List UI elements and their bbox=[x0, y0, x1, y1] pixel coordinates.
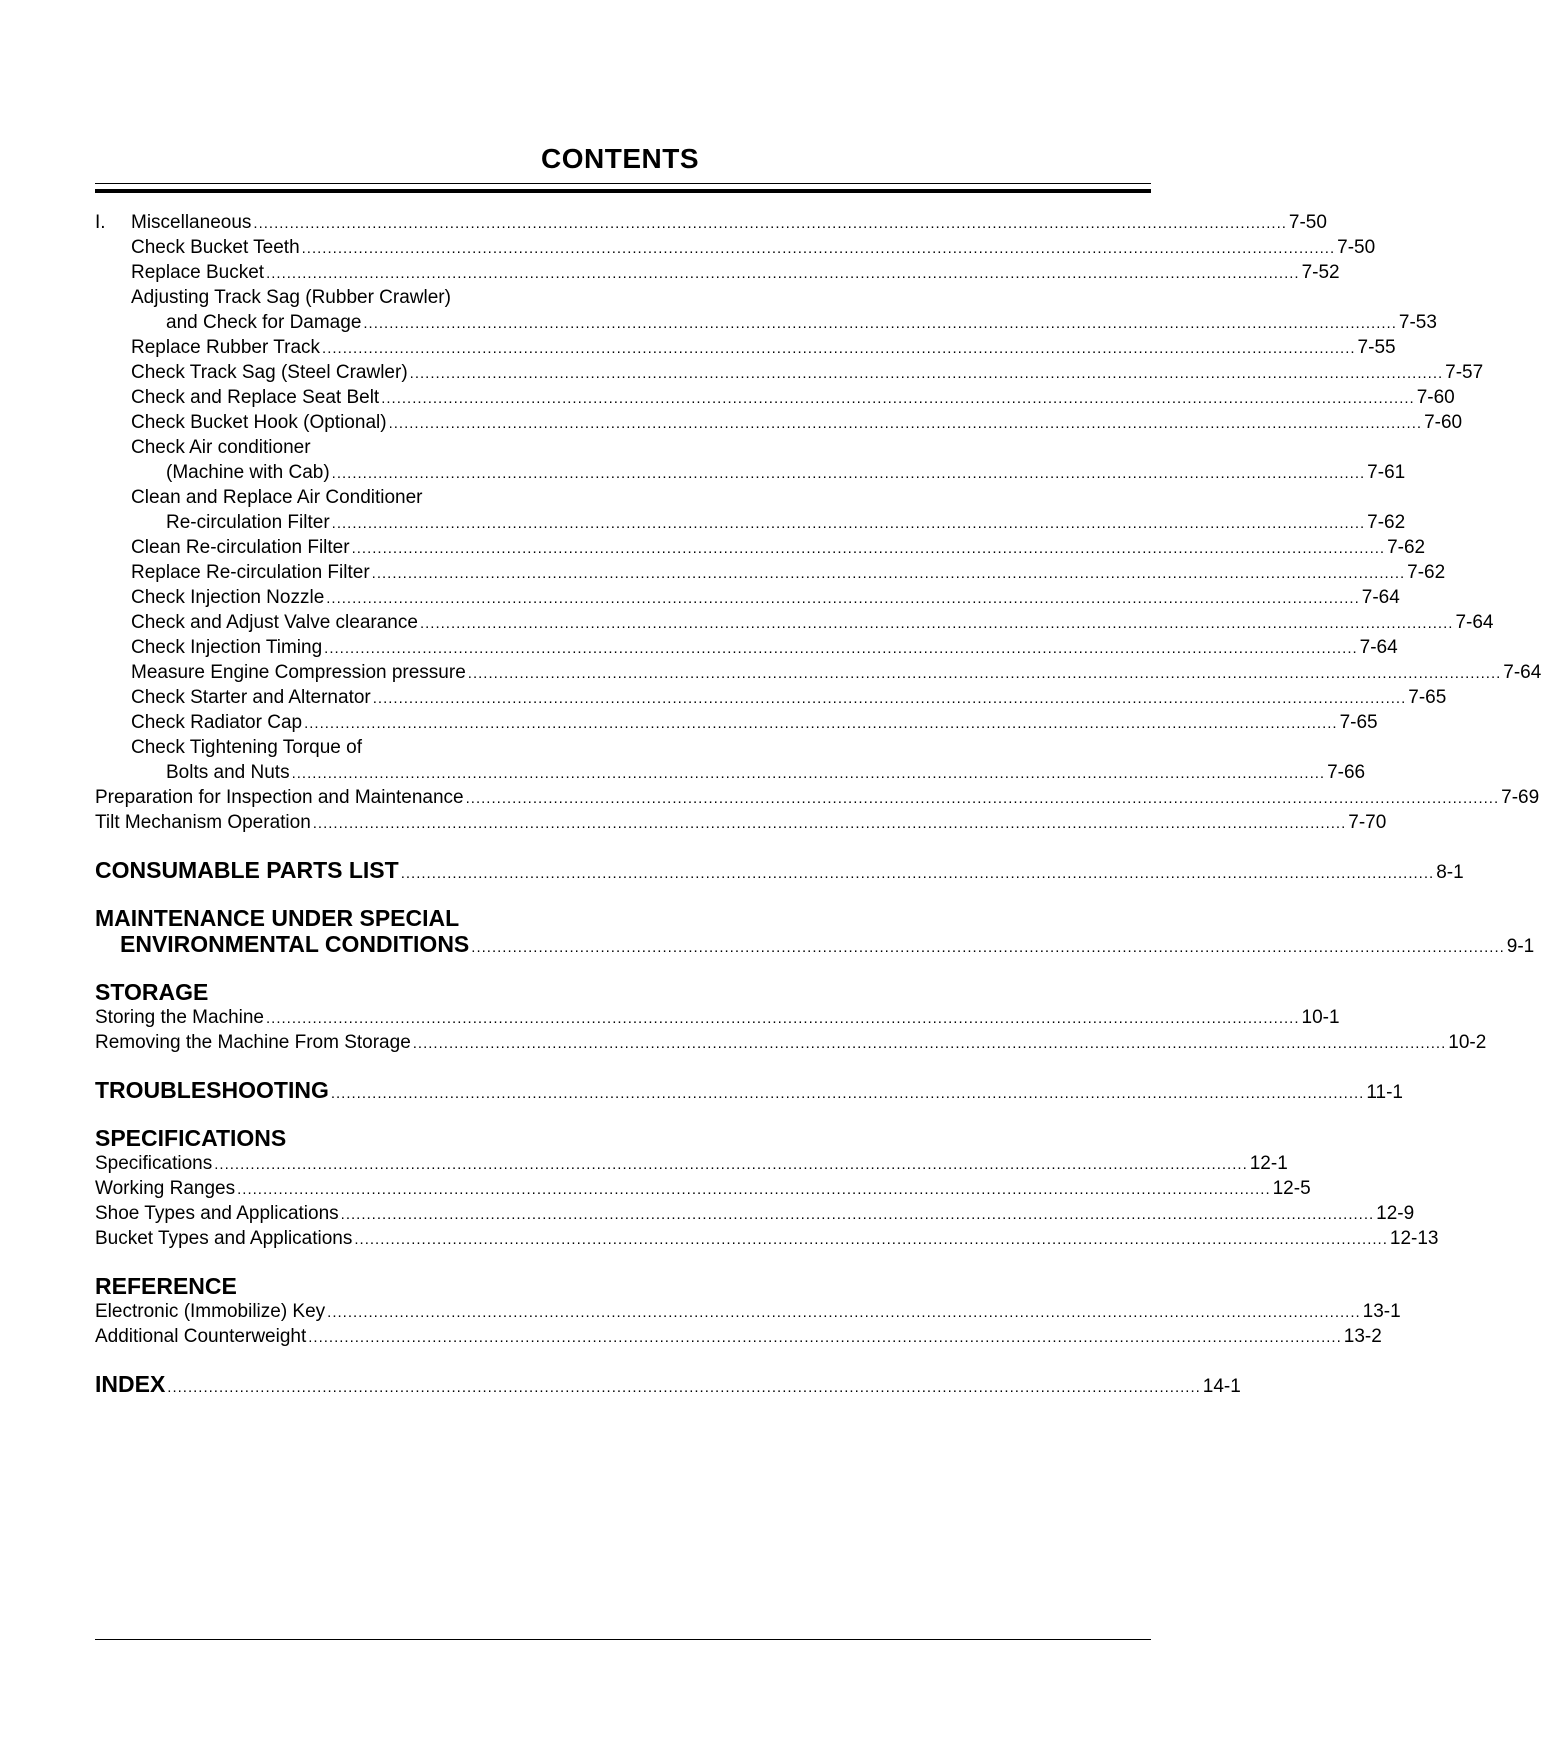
toc-entry[interactable] bbox=[95, 335, 1396, 360]
header-rule-thick bbox=[95, 189, 1151, 193]
toc-page: 7-53 bbox=[1398, 312, 1437, 333]
toc-entry[interactable] bbox=[95, 1226, 1439, 1251]
dot-leader: ........................................................................................................................................................................................................ bbox=[266, 265, 1300, 282]
toc-entry-first-line[interactable] bbox=[95, 485, 575, 510]
toc-label: Check and Replace Seat Belt bbox=[131, 387, 380, 408]
toc-label: Check Injection Nozzle bbox=[131, 587, 325, 608]
dot-leader: ........................................................................................................................................................................................................ bbox=[331, 465, 1366, 482]
toc-page: 12-9 bbox=[1376, 1203, 1415, 1224]
dot-leader: ........................................................................................................................................................................................................ bbox=[322, 340, 1356, 357]
section-heading: STORAGE bbox=[95, 979, 209, 1005]
dot-leader: ........................................................................................................................................................................................................ bbox=[465, 790, 1500, 807]
section-heading: SPECIFICATIONS bbox=[95, 1125, 287, 1151]
toc-page: 7-66 bbox=[1327, 762, 1366, 783]
toc-section-storage bbox=[95, 979, 575, 1005]
section-heading: REFERENCE bbox=[95, 1273, 237, 1299]
toc-entry[interactable] bbox=[95, 610, 1494, 635]
toc-section-specifications bbox=[95, 1125, 575, 1151]
toc-entry[interactable] bbox=[95, 660, 1541, 685]
section-heading: ENVIRONMENTAL CONDITIONS bbox=[120, 931, 470, 957]
toc-page: 7-64 bbox=[1503, 662, 1541, 683]
toc-page: 7-50 bbox=[1288, 212, 1327, 233]
toc-entry[interactable] bbox=[95, 785, 1540, 810]
toc-page: 9-1 bbox=[1506, 936, 1535, 957]
toc-label: Working Ranges bbox=[95, 1178, 236, 1199]
toc-label: Replace Rubber Track bbox=[131, 337, 321, 358]
toc-page: 7-62 bbox=[1387, 537, 1426, 558]
toc-entry-continuation[interactable] bbox=[95, 760, 1366, 785]
dot-leader: ........................................................................................................................................................................................................ bbox=[351, 540, 1386, 557]
toc-label: Check Bucket Hook (Optional) bbox=[131, 412, 387, 433]
toc-label: Miscellaneous bbox=[131, 212, 252, 233]
toc-section-maintenance-continuation[interactable] bbox=[95, 931, 1535, 957]
toc-entry[interactable] bbox=[95, 710, 1378, 735]
toc-entry[interactable] bbox=[95, 1324, 1382, 1349]
dot-leader: ........................................................................................................................................................................................................ bbox=[371, 565, 1406, 582]
toc-label: Check Bucket Teeth bbox=[131, 237, 300, 258]
dot-leader: ........................................................................................................................................................................................................ bbox=[304, 715, 1338, 732]
toc-label: Replace Re-circulation Filter bbox=[131, 562, 370, 583]
toc-label: Preparation for Inspection and Maintenance bbox=[95, 787, 464, 808]
toc-label: Replace Bucket bbox=[131, 262, 265, 283]
toc-entry[interactable] bbox=[95, 1299, 1401, 1324]
toc-page: 7-50 bbox=[1337, 237, 1376, 258]
dot-leader: ........................................................................................................................................................................................................ bbox=[409, 365, 1444, 382]
toc-entry-first-line[interactable] bbox=[95, 285, 575, 310]
dot-leader: ........................................................................................................................................................................................................ bbox=[312, 815, 1347, 832]
toc-label: (Machine with Cab) bbox=[166, 462, 330, 483]
toc-page: 7-64 bbox=[1455, 612, 1494, 633]
toc-entry[interactable] bbox=[95, 360, 1484, 385]
toc-section-index[interactable] bbox=[95, 1371, 1241, 1397]
dot-leader: ........................................................................................................................................................................................................ bbox=[388, 415, 1423, 432]
dot-leader: ........................................................................................................................................................................................................ bbox=[237, 1181, 1271, 1198]
dot-leader: ........................................................................................................................................................................................................ bbox=[412, 1035, 1447, 1052]
toc-page: 7-52 bbox=[1301, 262, 1340, 283]
dot-leader: ........................................................................................................................................................................................................ bbox=[330, 1085, 1365, 1102]
dot-leader: ........................................................................................................................................................................................................ bbox=[400, 865, 1435, 882]
dot-leader: ........................................................................................................................................................................................................ bbox=[308, 1329, 1342, 1346]
toc-entry[interactable] bbox=[95, 810, 1387, 835]
toc-page: 7-64 bbox=[1361, 587, 1400, 608]
toc-label: Storing the Machine bbox=[95, 1007, 264, 1028]
toc-page: 7-62 bbox=[1407, 562, 1446, 583]
header-rule-thin bbox=[95, 183, 1151, 184]
dot-leader: ........................................................................................................................................................................................................ bbox=[214, 1156, 1248, 1173]
toc-entry[interactable] bbox=[95, 1005, 1340, 1030]
dot-leader: ........................................................................................................................................................................................................ bbox=[467, 665, 1502, 682]
toc-label: Check Tightening Torque of bbox=[131, 737, 362, 758]
toc-entry[interactable] bbox=[95, 685, 1447, 710]
toc-label: Shoe Types and Applications bbox=[95, 1203, 339, 1224]
toc-page: 7-65 bbox=[1408, 687, 1447, 708]
toc-page: 7-57 bbox=[1445, 362, 1484, 383]
toc-label: Check and Adjust Valve clearance bbox=[131, 612, 418, 633]
toc-label: Check Track Sag (Steel Crawler) bbox=[131, 362, 408, 383]
toc-label: Electronic (Immobilize) Key bbox=[95, 1301, 326, 1322]
page-title: CONTENTS bbox=[541, 143, 699, 174]
toc-prefix: I. bbox=[95, 212, 106, 233]
footer-rule bbox=[95, 1639, 1151, 1640]
toc-page: 7-65 bbox=[1339, 712, 1378, 733]
toc-label: Clean Re-circulation Filter bbox=[131, 537, 350, 558]
toc-entry[interactable] bbox=[95, 635, 1398, 660]
dot-leader: ........................................................................................................................................................................................................ bbox=[167, 1379, 1201, 1396]
dot-leader: ........................................................................................................................................................................................................ bbox=[419, 615, 1454, 632]
toc-entry-first-line[interactable] bbox=[95, 735, 575, 760]
toc-entry-continuation[interactable] bbox=[95, 460, 1406, 485]
toc-page: 7-69 bbox=[1501, 787, 1540, 808]
toc-label: Tilt Mechanism Operation bbox=[95, 812, 311, 833]
dot-leader: ........................................................................................................................................................................................................ bbox=[253, 215, 1287, 232]
toc-label: Check Starter and Alternator bbox=[131, 687, 371, 708]
toc-label: Re-circulation Filter bbox=[166, 512, 330, 533]
toc-page: 10-2 bbox=[1448, 1032, 1487, 1053]
toc-page: 12-1 bbox=[1249, 1153, 1288, 1174]
dot-leader: ........................................................................................................................................................................................................ bbox=[471, 939, 1505, 956]
toc-page: 12-13 bbox=[1389, 1228, 1439, 1249]
toc-label: Measure Engine Compression pressure bbox=[131, 662, 466, 683]
toc-section-consumable-parts[interactable] bbox=[95, 857, 1464, 883]
toc-section-reference bbox=[95, 1273, 575, 1299]
section-heading: INDEX bbox=[95, 1371, 166, 1397]
toc-page: 13-2 bbox=[1343, 1326, 1382, 1347]
dot-leader: ........................................................................................................................................................................................................ bbox=[327, 1304, 1361, 1321]
toc-page: 14-1 bbox=[1202, 1376, 1241, 1397]
dot-leader: ........................................................................................................................................................................................................ bbox=[381, 390, 1415, 407]
toc-entry[interactable] bbox=[95, 260, 1340, 285]
dot-leader: ........................................................................................................................................................................................................ bbox=[340, 1206, 1375, 1223]
toc-label: Clean and Replace Air Conditioner bbox=[131, 487, 423, 508]
toc-page: 7-70 bbox=[1348, 812, 1387, 833]
toc-entry[interactable] bbox=[95, 585, 1400, 610]
toc-page: 11-1 bbox=[1366, 1082, 1403, 1103]
toc-entry-continuation[interactable] bbox=[95, 310, 1437, 335]
toc-section-troubleshooting[interactable] bbox=[95, 1077, 1403, 1103]
toc-entry[interactable] bbox=[95, 235, 1376, 260]
section-heading: TROUBLESHOOTING bbox=[95, 1077, 329, 1103]
toc-page: 7-62 bbox=[1367, 512, 1406, 533]
toc-entry[interactable] bbox=[95, 410, 1463, 435]
toc-label: Bucket Types and Applications bbox=[95, 1228, 353, 1249]
toc-page: 7-64 bbox=[1359, 637, 1398, 658]
toc-label: and Check for Damage bbox=[166, 312, 362, 333]
toc-entry[interactable] bbox=[95, 1176, 1311, 1201]
toc-entry[interactable] bbox=[95, 1151, 1288, 1176]
dot-leader: ........................................................................................................................................................................................................ bbox=[354, 1231, 1388, 1248]
dot-leader: ........................................................................................................................................................................................................ bbox=[363, 315, 1397, 332]
toc-entry[interactable] bbox=[95, 560, 1446, 585]
toc-page: 7-55 bbox=[1357, 337, 1396, 358]
toc-entry-miscellaneous[interactable] bbox=[95, 210, 1327, 235]
toc-page: 8-1 bbox=[1436, 862, 1464, 883]
toc-entry-continuation[interactable] bbox=[95, 510, 1406, 535]
toc-label: Additional Counterweight bbox=[95, 1326, 307, 1347]
dot-leader: ........................................................................................................................................................................................................ bbox=[301, 240, 1336, 257]
toc-page: 7-60 bbox=[1416, 387, 1455, 408]
toc-label: Specifications bbox=[95, 1153, 213, 1174]
dot-leader: ........................................................................................................................................................................................................ bbox=[266, 1010, 1300, 1027]
section-heading: CONSUMABLE PARTS LIST bbox=[95, 857, 399, 883]
toc-entry[interactable] bbox=[95, 1030, 1487, 1055]
toc-page: 13-1 bbox=[1362, 1301, 1401, 1322]
toc-page: 7-60 bbox=[1424, 412, 1463, 433]
dot-leader: ........................................................................................................................................................................................................ bbox=[291, 765, 1326, 782]
section-heading: MAINTENANCE UNDER SPECIAL bbox=[95, 905, 460, 931]
toc-label: Removing the Machine From Storage bbox=[95, 1032, 411, 1053]
dot-leader: ........................................................................................................................................................................................................ bbox=[324, 640, 1358, 657]
dot-leader: ........................................................................................................................................................................................................ bbox=[372, 690, 1407, 707]
toc-label: Check Injection Timing bbox=[131, 637, 323, 658]
toc-entry[interactable] bbox=[95, 1201, 1415, 1226]
toc-entry[interactable] bbox=[95, 385, 1455, 410]
dot-leader: ........................................................................................................................................................................................................ bbox=[326, 590, 1360, 607]
toc-entry[interactable] bbox=[95, 535, 1426, 560]
toc-page: 10-1 bbox=[1301, 1007, 1340, 1028]
dot-leader: ........................................................................................................................................................................................................ bbox=[331, 515, 1366, 532]
table-of-contents bbox=[95, 210, 1541, 1397]
toc-label: Check Air conditioner bbox=[131, 437, 311, 458]
toc-section-maintenance-first-line[interactable] bbox=[95, 905, 575, 931]
toc-page: 7-61 bbox=[1367, 462, 1406, 483]
toc-label: Adjusting Track Sag (Rubber Crawler) bbox=[131, 287, 451, 308]
toc-label: Check Radiator Cap bbox=[131, 712, 303, 733]
toc-entry-first-line[interactable] bbox=[95, 435, 575, 460]
toc-label: Bolts and Nuts bbox=[166, 762, 290, 783]
toc-page: 12-5 bbox=[1272, 1178, 1311, 1199]
